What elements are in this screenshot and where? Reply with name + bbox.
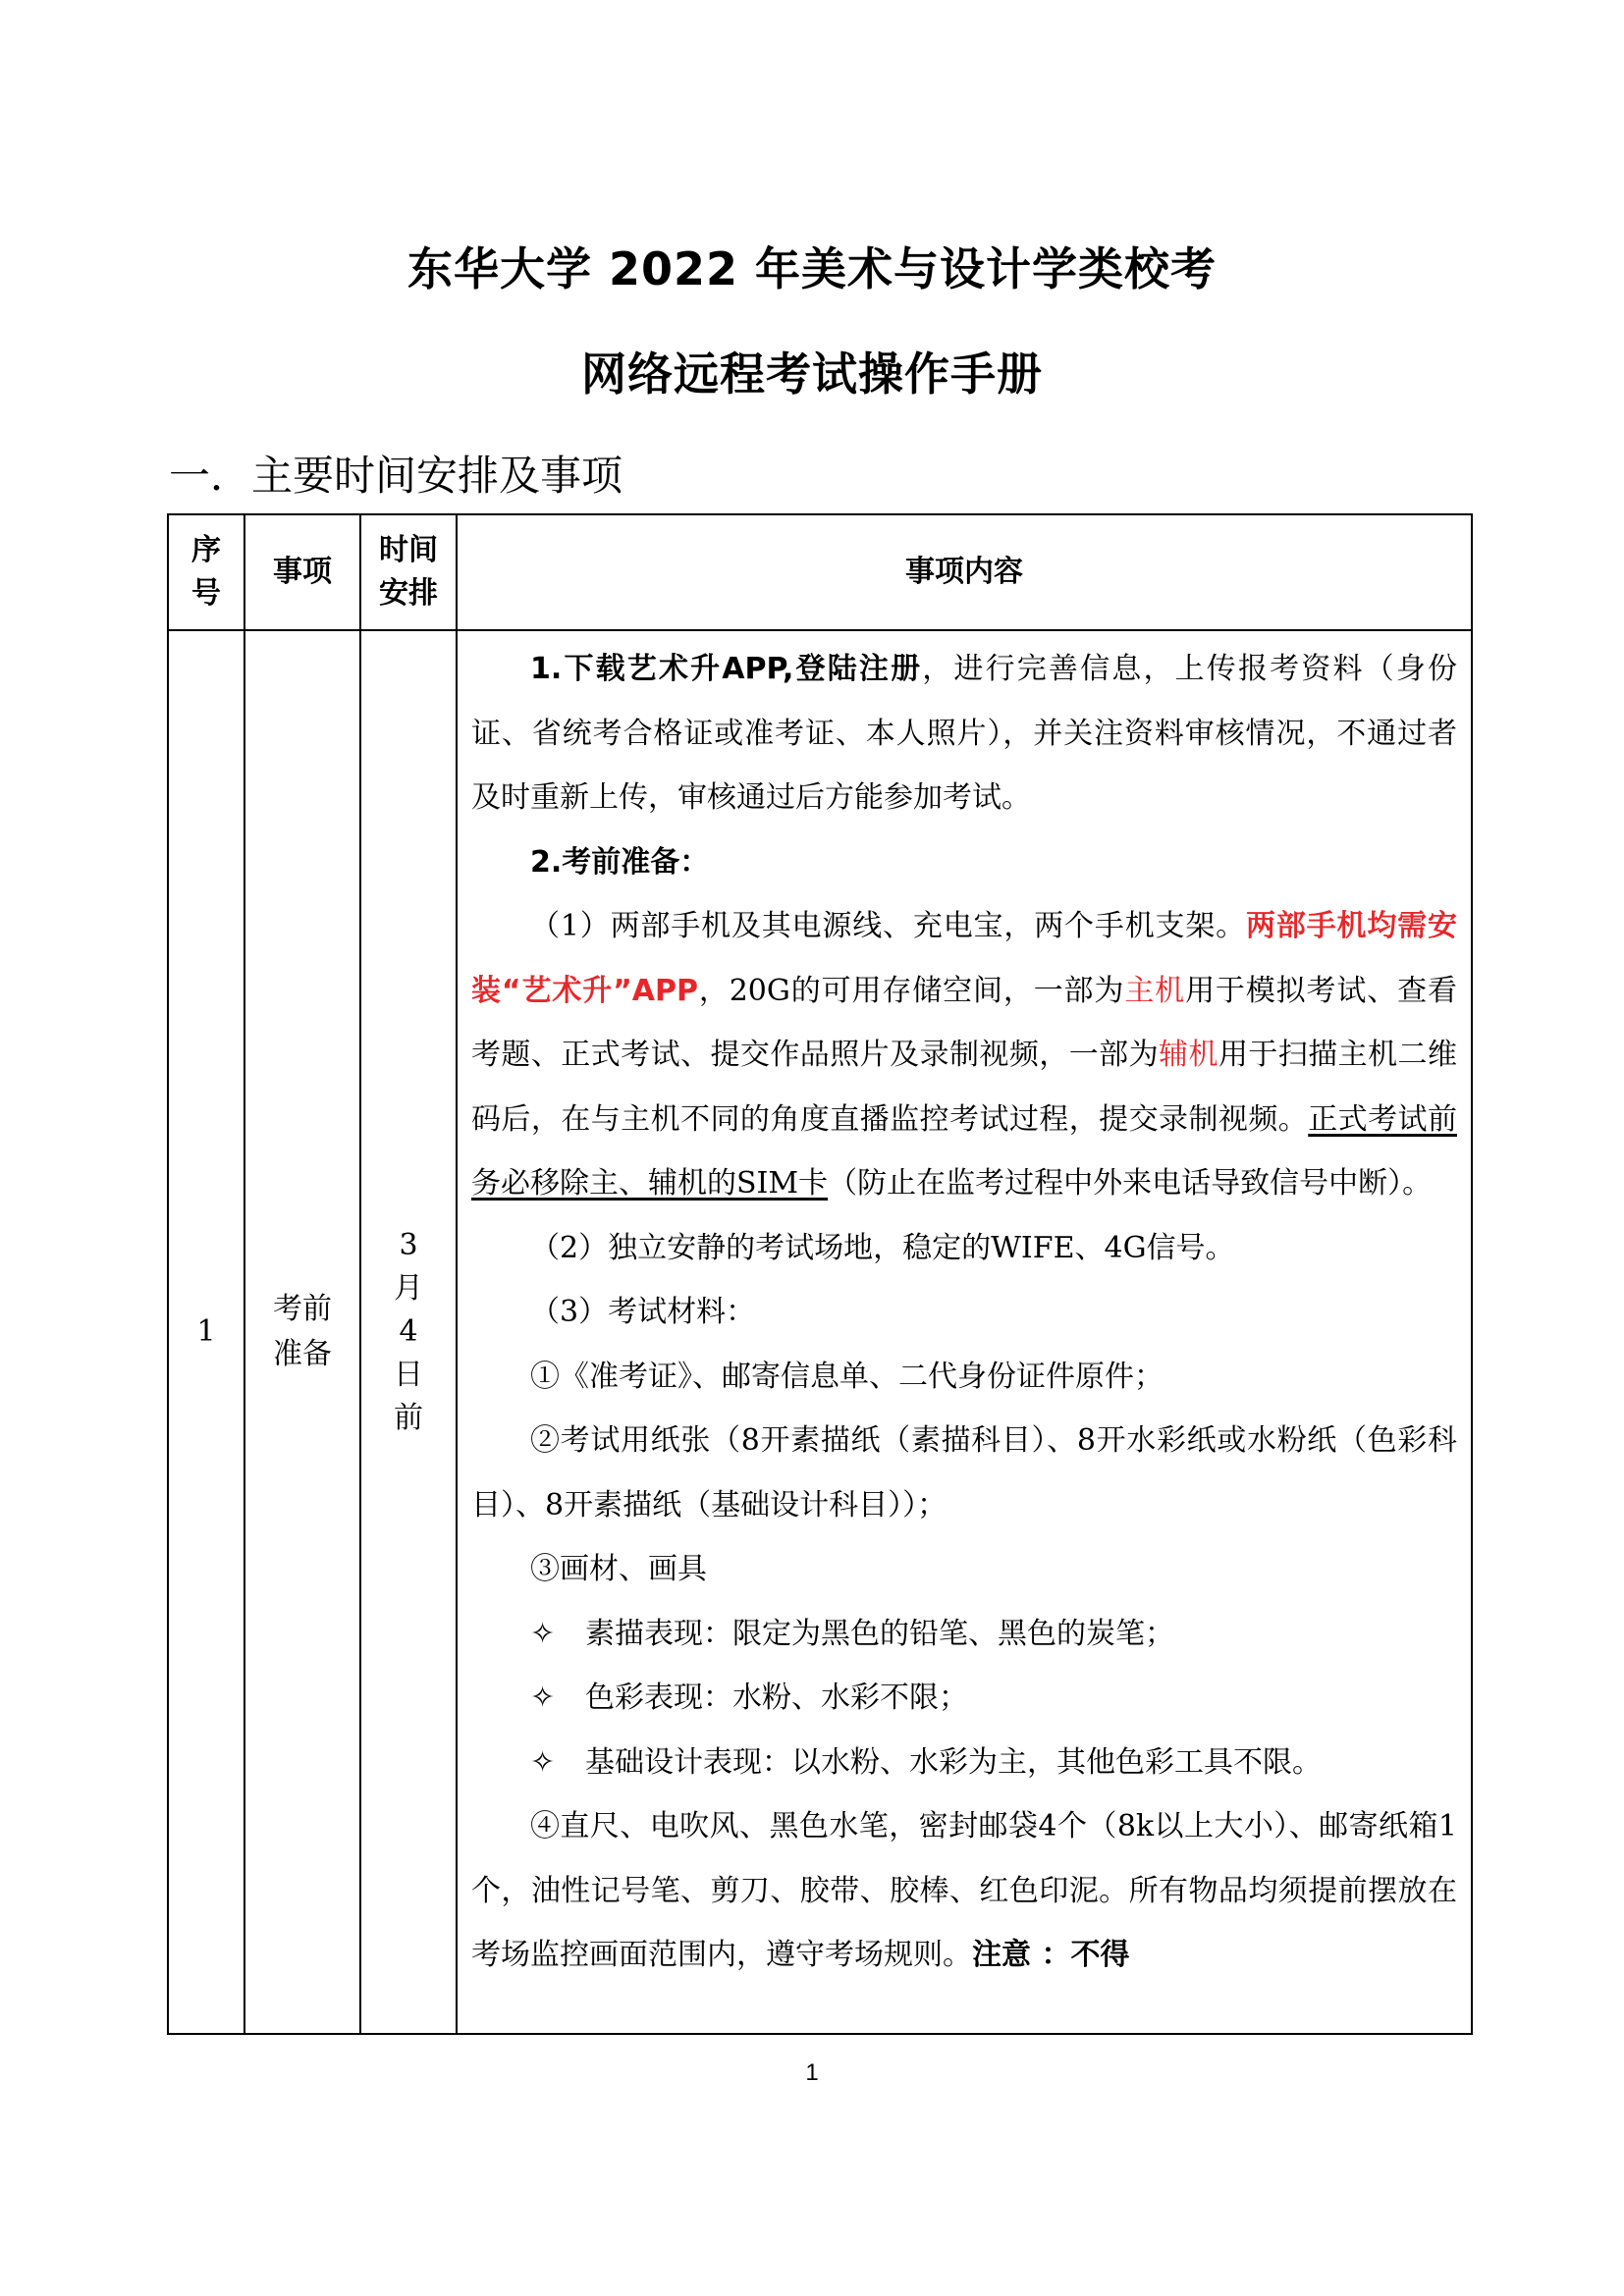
document-title-line-2: 网络远程考试操作手册 — [581, 347, 1043, 400]
list-item: ✧ 素描表现：限定为黑色的铅笔、黑色的炭笔； — [471, 1602, 1457, 1667]
content-paragraph-prep-heading: 2.考前准备： — [530, 844, 710, 880]
document-title-line-1: 东华大学 2022 年美术与设计学类校考 — [406, 242, 1218, 295]
diamond-bullet-icon: ✧ — [530, 1744, 556, 1780]
content-paragraph-paper: ②考试用纸张（8开素描纸（素描科目）、8开水彩纸或水粉纸（色彩科目）、8开素描纸（基础设计科目））； — [471, 1423, 1457, 1522]
table-row — [168, 630, 1472, 2034]
list-item: ✧ 基础设计表现：以水粉、水彩为主，其他色彩工具不限。 — [471, 1731, 1457, 1795]
content-paragraph-download: 1.下载艺术升APP,登陆注册，进行完善信息，上传报考资料（身份证、省统考合格证或准考证、本人照片），并关注资料审核情况，不通过者及时重新上传，审核通过后方能参加考试。 — [471, 652, 1457, 815]
content-paragraph-tools: ③画材、画具 — [530, 1552, 707, 1586]
section-heading: 一．主要时间安排及事项 — [169, 452, 623, 500]
list-item: ✧ 色彩表现：水粉、水彩不限； — [471, 1666, 1457, 1731]
table-header-row — [168, 514, 1472, 630]
page-number: 1 — [805, 2059, 819, 2086]
schedule-table — [167, 513, 1473, 2035]
cell-time: 3月4日前 — [360, 630, 457, 2034]
content-paragraph-materials: （3）考试材料： — [530, 1295, 756, 1329]
content-paragraph-phones: （1）两部手机及其电源线、充电宝，两个手机支架。两部手机均需安装“艺术升”APP，20G的可用存储空间，一部为主机用于模拟考试、查看考题、正式考试、提交作品照片及录制视频，一部为辅机用于扫描主机二维码后，在与主机不同的角度直播监控考试过程，提交录制视频。正式考试前务必移除主、辅机的SIM卡（防止在监考过程中外来电话导致信号中断）。 — [471, 909, 1458, 1201]
cell-content — [457, 630, 1472, 2034]
header-seq: 序号 — [168, 514, 244, 630]
cell-item: 考前准备 — [244, 630, 360, 2034]
header-content: 事项内容 — [457, 514, 1472, 630]
diamond-bullet-icon: ✧ — [530, 1616, 556, 1651]
diamond-bullet-icon: ✧ — [530, 1681, 556, 1715]
content-paragraph-supplies: ④直尺、电吹风、黑色水笔，密封邮袋4个（8k以上大小）、邮寄纸箱1个，油性记号笔、剪刀、胶带、胶棒、红色印泥。所有物品均须提前摆放在考场监控画面范围内，遵守考场规则。注意 ：不得 — [471, 1809, 1457, 1972]
content-paragraph-documents: ①《准考证》、邮寄信息单、二代身份证件原件； — [530, 1359, 1164, 1394]
content-paragraph-venue: （2）独立安静的考试场地，稳定的WIFE、4G信号。 — [530, 1230, 1235, 1265]
header-item: 事项 — [244, 514, 360, 630]
cell-seq: 1 — [168, 630, 244, 2034]
header-time: 时间安排 — [360, 514, 457, 630]
